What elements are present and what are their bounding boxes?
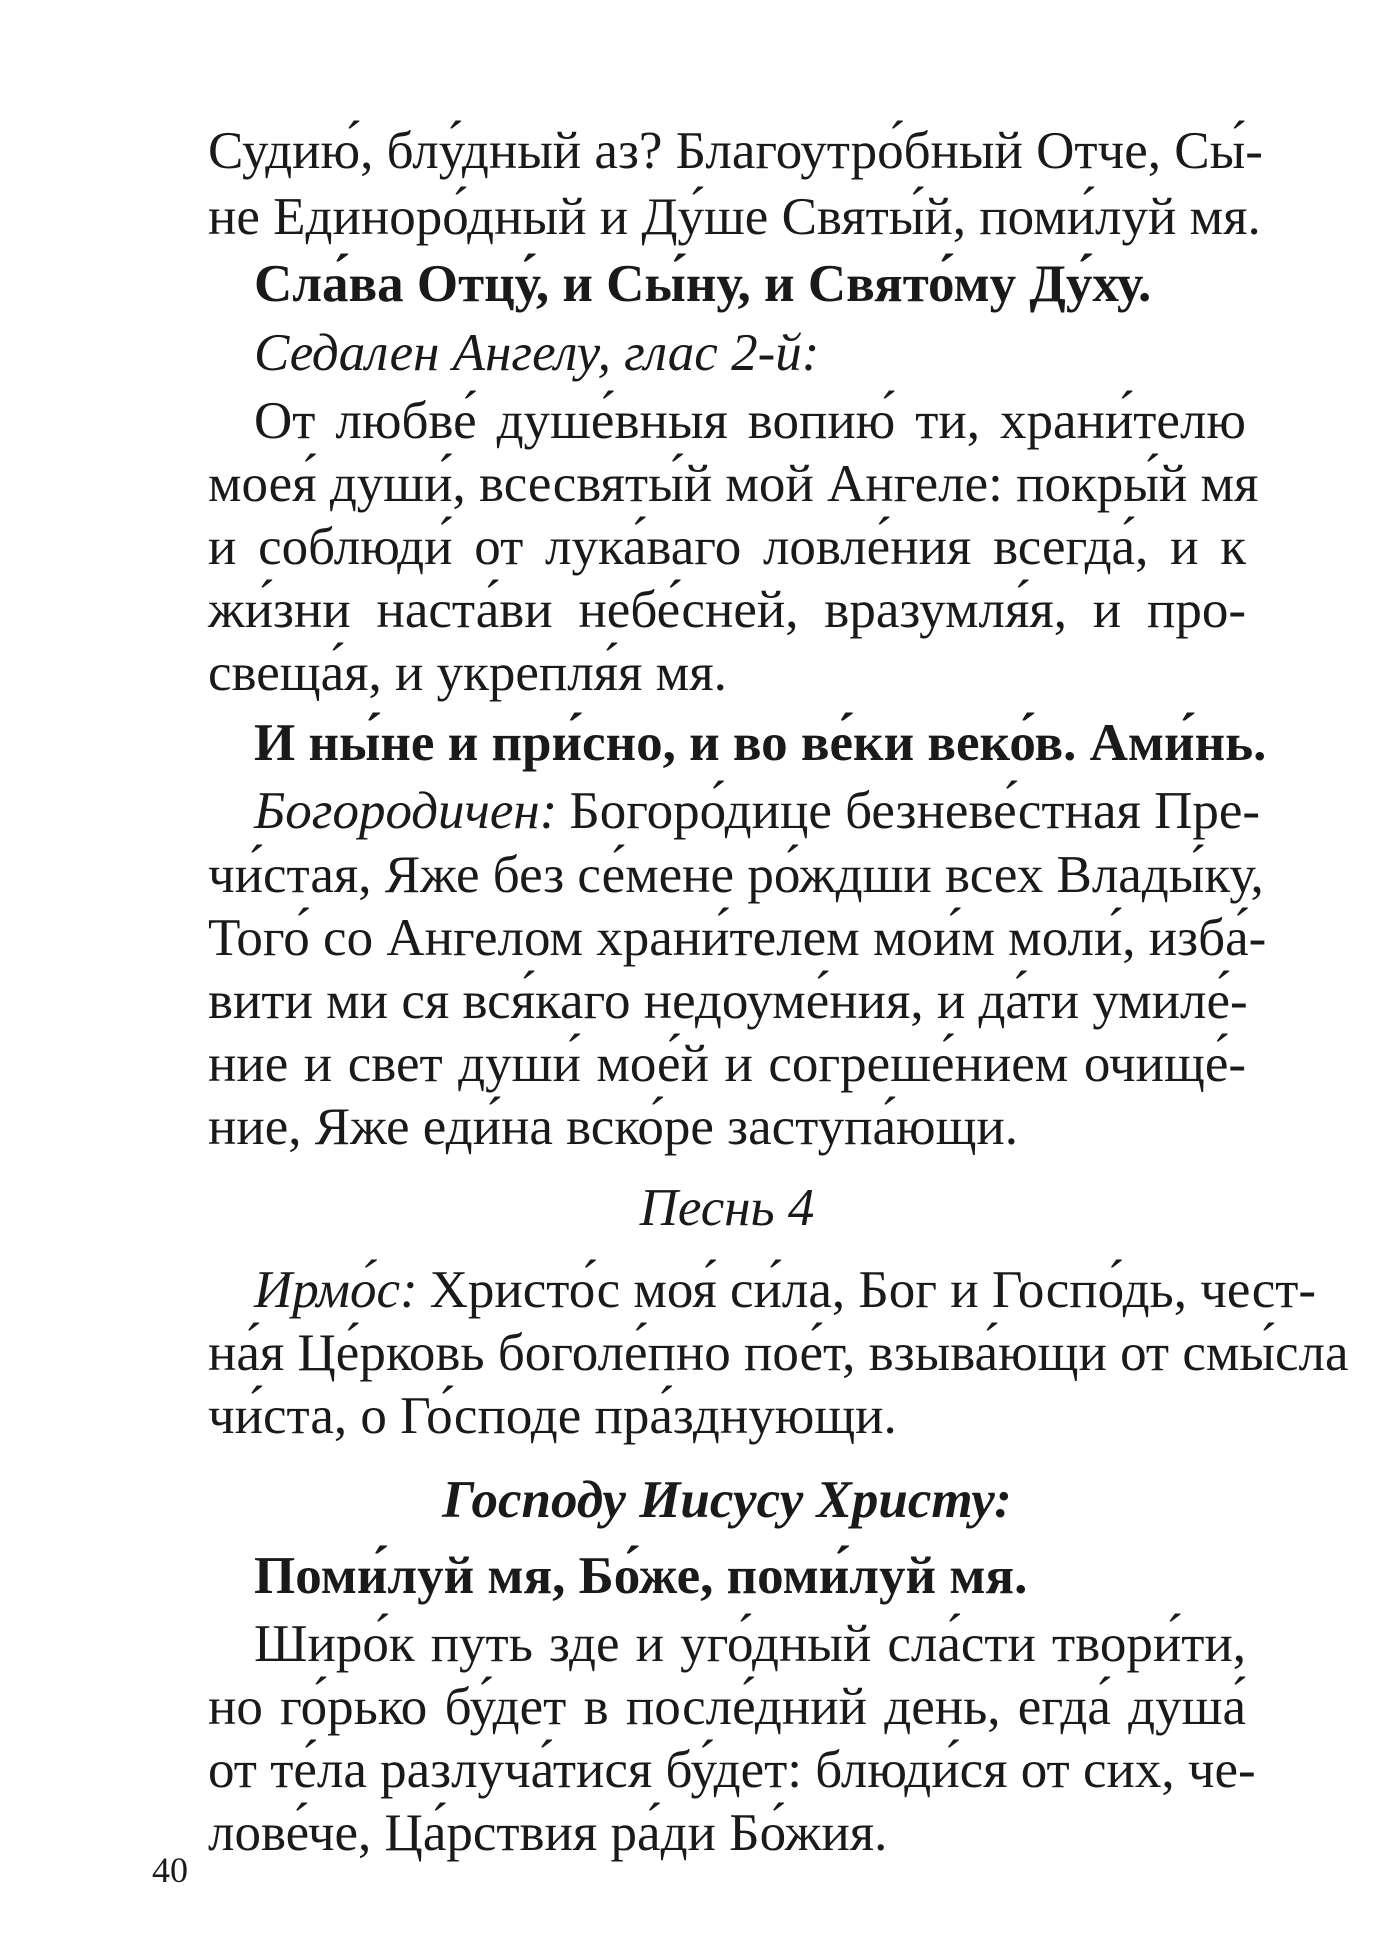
ode-heading: Песнь 4 [639, 1179, 815, 1237]
text-line: ние и свет души́ мое́й и согреше́нием очище́- [208, 1035, 1246, 1093]
theotokion-first-line [254, 778, 1261, 844]
text-line: вити ми ся вся́каго недоуме́ния, и да́ти умиле́- [208, 972, 1248, 1030]
theotokion-text: Богоро́дице безневе́стная Пре- [569, 782, 1261, 840]
irmos-first-line [254, 1257, 1317, 1323]
text-line: моея́ души́, всесвяты́й мой Ангеле: покры́й мя [208, 455, 1259, 513]
text-line: лове́че, Ца́рствия ра́ди Бо́жия. [208, 1804, 888, 1862]
text-line: чи́стая, Яже без се́мене ро́ждши всех Влады́ку, [208, 846, 1264, 904]
text-line: жи́зни наста́ви небе́сней, вразумля́я, и про- [208, 581, 1246, 639]
text-line: не Единоро́дный и Ду́ше Святы́й, поми́луй мя. [208, 188, 1261, 246]
sedalen-heading: Седален Ангелу, глас 2-й: [254, 324, 820, 382]
and-now-line: И ны́не и при́сно, и во ве́ки веко́в. Ами́нь. [254, 714, 1267, 772]
irmos-text: Христо́с моя́ си́ла, Бог и Госпо́дь, чест- [429, 1261, 1317, 1319]
text-line: свеща́я, и укрепля́я мя. [208, 644, 727, 702]
text-line: чи́ста, о Го́споде пра́зднующи. [208, 1387, 897, 1445]
irmos-label: Ирмо́с: [254, 1261, 418, 1319]
text-line: на́я Це́рковь боголе́пно пое́т, взыва́ющи от смы́сла [208, 1324, 1349, 1382]
text-line: ние, Яже еди́на вско́ре заступа́ющи. [208, 1098, 1019, 1156]
text-line: Широ́к путь зде и уго́дный сла́сти твори́ти, [254, 1615, 1246, 1673]
page-number: 40 [152, 1850, 188, 1890]
text-line: Того́ со Ангелом храни́телем мои́м моли́, изба́- [208, 909, 1267, 967]
text-line: Судию́, блу́дный аз? Благоутро́бный Отче, Сы́- [208, 122, 1263, 180]
refrain-line: Поми́луй мя, Бо́же, поми́луй мя. [254, 1547, 1028, 1605]
text-line: от те́ла разлуча́тися бу́дет: блюди́ся от сих, че- [208, 1741, 1256, 1799]
text-line: От любве́ душе́вныя вопию́ ти, храни́телю [254, 392, 1246, 450]
theotokion-label: Богородичен: [254, 782, 558, 840]
text-line: и соблюди́ от лука́ваго ловле́ния всегда́, и к [208, 518, 1246, 576]
doxology-line: Сла́ва Отцу́, и Сы́ну, и Свято́му Ду́ху. [254, 255, 1152, 313]
text-line: но го́рько бу́дет в после́дний день, егда́ душа́ [208, 1678, 1246, 1736]
refrain-heading: Господу Иисусу Христу: [442, 1471, 1012, 1529]
